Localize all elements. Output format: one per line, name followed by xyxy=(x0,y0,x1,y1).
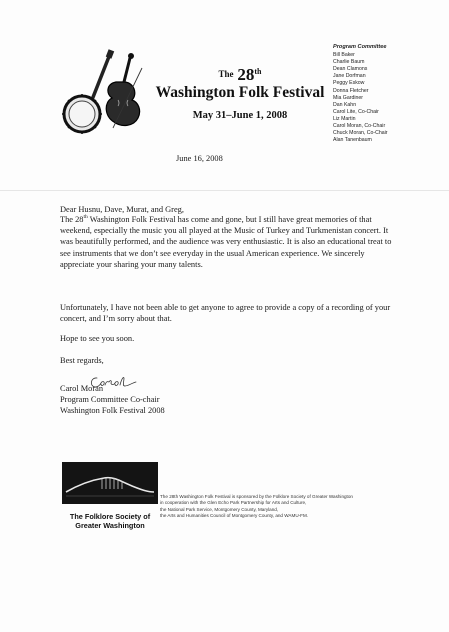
paragraph-3: Hope to see you soon. xyxy=(60,334,135,343)
sponsor-note xyxy=(160,494,420,519)
committee-member: Dean Clamons xyxy=(333,66,368,73)
committee-member: Alan Tanenbaum xyxy=(333,137,372,144)
society-name-line-2: Greater Washington xyxy=(75,520,145,530)
festival-name: Washington Folk Festival xyxy=(155,84,325,101)
committee-member: Charlie Baum xyxy=(333,59,365,66)
paragraph-1-rest: Washington Folk Festival has come and gone, but I still have great memories of that weekend, especially the music you all played at the Music of Turkey and Turkmenistan concert. It was beautifully performed, and the audience was very enthusiastic. It is also an educational treat to see instruments that we don’t see everyday in the usual American experience. We sincerely appreciate your sharing your many talents. xyxy=(60,215,392,269)
committee-member: Liz Martin xyxy=(333,115,356,122)
society-name-line-1: The Folklore Society of xyxy=(69,512,151,521)
closing: Best regards, xyxy=(60,356,104,365)
committee-member: Chuck Moran, Co-Chair xyxy=(333,130,388,137)
letter-date: June 16, 2008 xyxy=(176,154,223,163)
committee-member: Dan Kahn xyxy=(333,101,357,108)
sponsor-line: in cooperation with the Glen Echo Park Partnership for Arts and Culture, xyxy=(160,500,307,506)
sponsor-line: The 28th Washington Folk Festival is sponsored by the Folklore Society of Greater Washington xyxy=(160,494,353,499)
festival-the: The xyxy=(218,69,234,79)
sponsor-line: the National Park Service, Montgomery County, Maryland, xyxy=(160,506,279,512)
committee-member: Mia Gardiner xyxy=(333,94,363,101)
program-committee xyxy=(333,44,443,144)
signer-title: Program Committee Co-chair xyxy=(60,395,160,404)
committee-member: Carol Moran, Co-Chair xyxy=(333,123,386,130)
festival-ordinal: th xyxy=(254,67,262,76)
committee-member: Peggy Eskow xyxy=(333,80,365,87)
festival-dates: May 31–June 1, 2008 xyxy=(192,110,288,121)
banjo-and-fiddle-icon xyxy=(58,48,146,136)
committee-member: Bill Baker xyxy=(333,52,355,59)
folklore-society-logo xyxy=(62,462,158,531)
committee-member: Carol Lite, Co-Chair xyxy=(333,108,379,115)
paragraph-1-ordinal: th xyxy=(83,214,88,221)
signer-org: Washington Folk Festival 2008 xyxy=(60,406,165,415)
signature-block xyxy=(60,383,400,416)
sponsor-line: the Arts and Humanities Council of Montgomery County, and WAMU-FM. xyxy=(160,512,309,518)
signer-name: Carol Moran xyxy=(60,384,104,393)
paper-fold-line xyxy=(0,190,449,191)
salutation: Dear Husnu, Dave, Murat, and Greg, xyxy=(60,205,184,214)
society-name xyxy=(62,513,158,531)
paragraph-2: Unfortunately, I have not been able to get anyone to agree to provide a copy of a recording of your concert, and I’m sorry about that. xyxy=(60,303,391,324)
committee-title: Program Committee xyxy=(333,44,387,50)
festival-heading xyxy=(140,64,340,123)
festival-number: 28 xyxy=(237,65,255,84)
committee-member: Donna Fletcher xyxy=(333,87,369,94)
paragraph-1 xyxy=(60,214,400,270)
committee-member: Jane Dorfman xyxy=(333,73,366,80)
mountain-landscape-icon xyxy=(62,462,158,504)
paragraph-1-start: The 28 xyxy=(60,215,84,224)
